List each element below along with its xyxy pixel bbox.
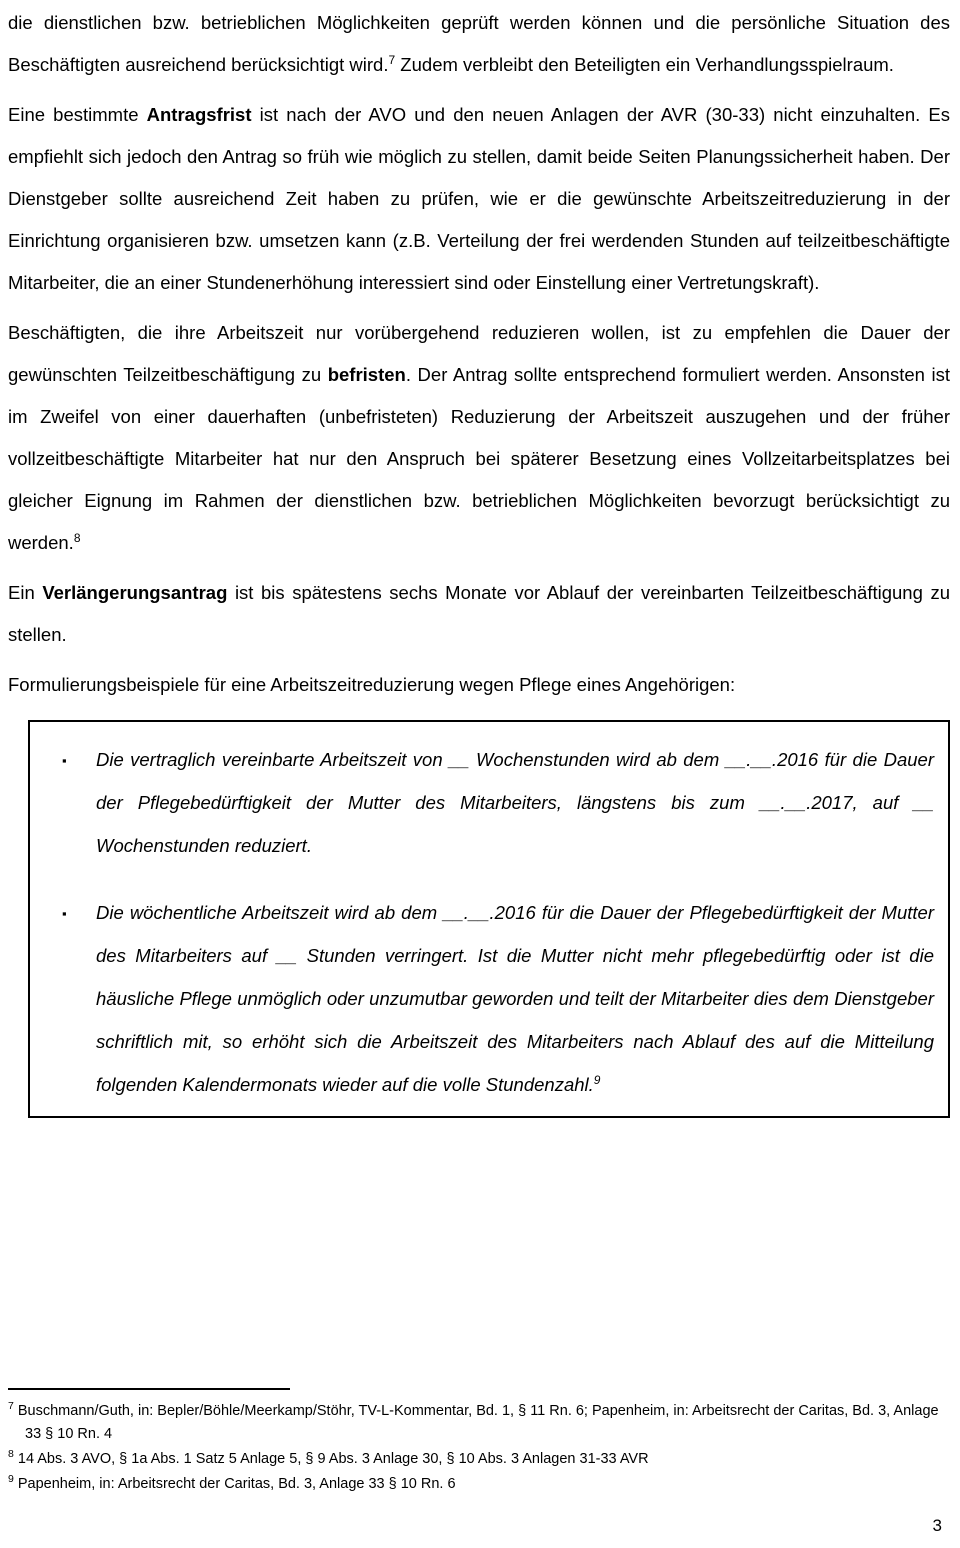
footnote-separator [8,1388,290,1390]
paragraph-text: ist nach der AVO und den neuen Anlagen der AVR (30-33) nicht einzuhalten. Es empfiehlt sich jedoch den Antrag so früh wie möglich zu stellen, damit beide Seiten Planungssicherheit haben. Der Dienstgeber sollte ausreichend Zeit haben zu prüfen, wie er die gewünschte Arbeitszeitreduzierung in der Einrichtung organisieren bzw. umsetzen kann (z.B. Verteilung der frei werdenden Stunden auf teilzeitbeschäftigte Mitarbeiter, die an einer Stundenerhöhung interessiert sind oder Einstellung einer Vertretungskraft). [8,104,950,293]
footnote-7 [8,1400,948,1446]
footnote-text: 14 Abs. 3 AVO, § 1a Abs. 1 Satz 5 Anlage 5, § 9 Abs. 3 Anlage 30, § 10 Abs. 3 Anlagen 31-33 AVR [17,1451,649,1467]
footnote-number: 9 [8,1473,14,1486]
footnote-ref-9: 9 [593,1072,601,1087]
emphasized-term: Antragsfrist [146,104,252,125]
paragraph-text: ist bis spätestens sechs Monate vor Ablauf der vereinbarten Teilzeitbeschäftigung zu stellen. [8,582,950,645]
footnote-number: 8 [8,1448,14,1461]
paragraph-text: Formulierungsbeispiele für eine Arbeitszeitreduzierung wegen Pflege eines Angehörigen: [8,674,736,695]
footnote-9 [8,1473,948,1496]
paragraph-text: Ein [8,582,43,603]
example-text: Die vertraglich vereinbarte Arbeitszeit von __ Wochenstunden wird ab dem __.__.2016 für die Dauer der Pflegebedürftigkeit der Mutter des Mitarbeiters, längstens bis zum __.__.2017, auf __ Wochenstunden reduziert. [96,749,934,856]
list-item [30,738,934,867]
bullet-icon: ▪ [62,906,67,921]
footnote-ref-8: 8 [73,530,81,545]
paragraph-antragsfrist [8,94,950,304]
paragraph-text: Beschäftigten, die ihre Arbeitszeit nur vorübergehend reduzieren wollen, ist zu empfehlen die Dauer der gewünschten Teilzeitbeschäftigung zu [8,322,950,385]
paragraph-continuation [8,2,950,86]
footnote-8 [8,1448,948,1471]
bullet-icon: ▪ [62,753,67,768]
paragraph-befristung [8,312,950,564]
paragraph-text: . Der Antrag sollte entsprechend formuliert werden. Ansonsten ist im Zweifel von einer dauerhaften (unbefristeten) Reduzierung der Arbeitszeit auszugehen und der früher vollzeitbeschäftigte Mitarbeiter hat nur den Anspruch bei späterer Besetzung eines Vollzeitarbeitsplatzes bei gleicher Eignung im Rahmen der dienstlichen bzw. betrieblichen Möglichkeiten bevorzugt berücksichtigt zu werden. [8,364,950,553]
footnote-number: 7 [8,1400,14,1413]
footnote-ref-7: 7 [388,52,396,67]
paragraph-formulierungsbeispiele [8,664,950,706]
footnote-text: Buschmann/Guth, in: Bepler/Böhle/Meerkamp/Stöhr, TV-L-Kommentar, Bd. 1, § 11 Rn. 6; Papenheim, in: Arbeitsrecht der Caritas, Bd. 3, Anlage 33 § 10 Rn. 4 [17,1403,939,1442]
paragraph-text: Eine bestimmte [8,104,147,125]
example-box [28,720,950,1118]
example-text: Die wöchentliche Arbeitszeit wird ab dem __.__.2016 für die Dauer der Pflegebedürftigkeit der Mutter des Mitarbeiters auf __ Stunden verringert. Ist die Mutter nicht mehr pflegebedürftig oder ist die häusliche Pflege unmöglich oder unzumutbar geworden und teilt der Mitarbeiter dies dem Dienstgeber schriftlich mit, so erhöht sich die Arbeitszeit des Mitarbeiters nach Ablauf des auf die Mitteilung folgenden Kalendermonats wieder auf die volle Stundenzahl. [96,902,934,1095]
paragraph-verlaengerungsantrag [8,572,950,656]
paragraph-text: die dienstlichen bzw. betrieblichen Möglichkeiten geprüft werden können und die persönliche Situation des Beschäftigten ausreichend berücksichtigt wird. [8,12,950,75]
page-number: 3 [932,1516,942,1535]
list-item [30,891,934,1106]
emphasized-term: befristen [327,364,406,385]
emphasized-term: Verlängerungsantrag [42,582,228,603]
paragraph-text: Zudem verbleibt den Beteiligten ein Verhandlungsspielraum. [395,54,894,75]
footnote-area [8,1388,948,1498]
footnote-text: Papenheim, in: Arbeitsrecht der Caritas, Bd. 3, Anlage 33 § 10 Rn. 6 [17,1476,456,1492]
